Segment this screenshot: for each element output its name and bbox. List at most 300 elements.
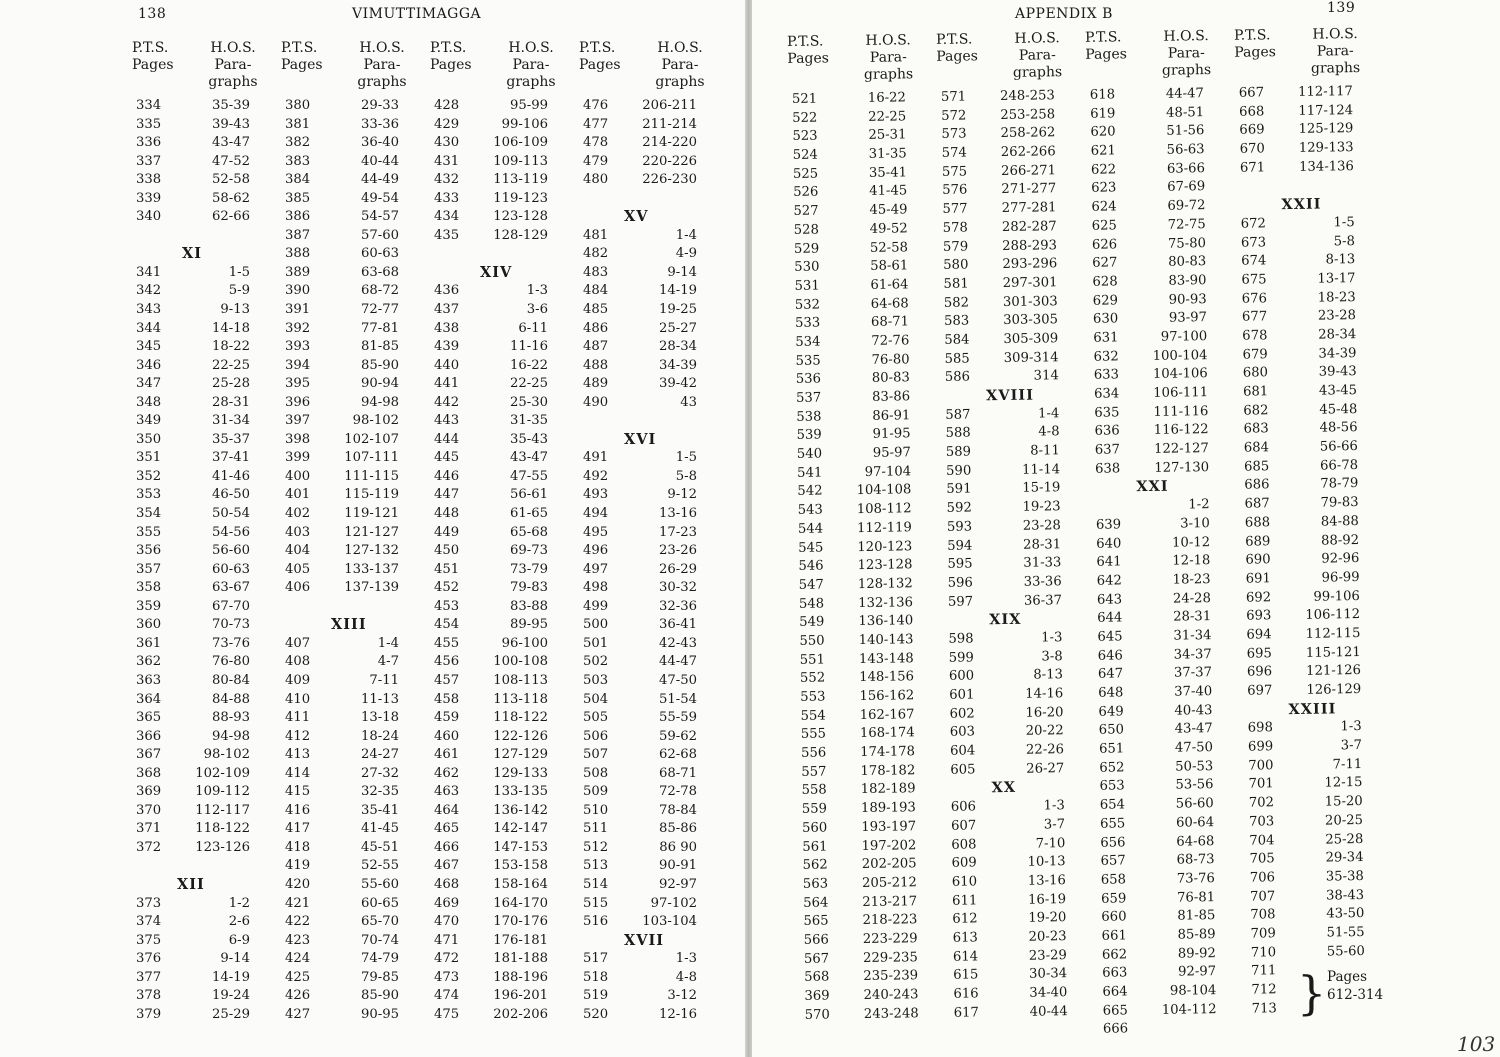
hos-paragraph-cell: 1-4 — [1037, 405, 1060, 422]
header-line: P.T.S. — [132, 40, 169, 56]
hos-paragraph-cell: 86-91 — [872, 408, 911, 424]
pts-page-cell: 504 — [583, 691, 609, 707]
hos-paragraph-cell: 56-66 — [1319, 439, 1358, 455]
hos-paragraph-cell: 24-27 — [360, 747, 399, 763]
pts-page-cell: 709 — [1250, 926, 1276, 942]
table-row — [947, 797, 1092, 818]
table-row — [1093, 571, 1238, 592]
table-column — [579, 40, 724, 1024]
table-row — [430, 116, 575, 135]
pts-page-cell: 661 — [1101, 928, 1127, 944]
header-line: graphs — [655, 74, 705, 90]
pts-page-cell: 368 — [136, 765, 162, 781]
pts-page-cell: 544 — [797, 521, 824, 537]
table-row — [795, 593, 940, 614]
table-row — [1242, 587, 1387, 608]
hos-paragraph-cell: 35-37 — [211, 431, 250, 447]
hos-paragraph-cell: 34-39 — [1318, 345, 1357, 362]
pts-page-cell: 458 — [434, 691, 460, 707]
pts-page-cell: 437 — [434, 302, 460, 318]
pts-page-cell: 614 — [952, 949, 979, 965]
pts-page-cell: 486 — [583, 320, 609, 336]
pts-page-cell: 599 — [948, 650, 975, 666]
table-row — [579, 116, 724, 135]
pts-page-cell: 630 — [1092, 311, 1119, 328]
pts-page-cell: 522 — [792, 110, 818, 126]
hos-paragraph-cell: 31-35 — [868, 146, 907, 162]
table-row — [1246, 886, 1391, 907]
header-line: graphs — [208, 74, 258, 90]
pts-page-cell: 402 — [285, 506, 311, 522]
hos-paragraph-cell: 123-126 — [195, 839, 250, 855]
pts-page-cell: 359 — [136, 598, 162, 614]
table-row — [430, 468, 575, 487]
pts-page-cell: 510 — [583, 802, 609, 818]
table-row — [1093, 608, 1238, 629]
table-row — [1245, 830, 1390, 851]
table-row — [132, 728, 277, 747]
hos-paragraph-cell: 58-62 — [211, 190, 250, 206]
pts-page-cell: 531 — [794, 278, 820, 294]
table-row — [796, 706, 941, 727]
pts-page-cell: 639 — [1095, 517, 1122, 533]
hos-paragraph-cell: 45-49 — [869, 202, 908, 218]
pts-page-cell: 649 — [1098, 704, 1124, 720]
hos-paragraph-cell: 26-29 — [658, 561, 697, 577]
pts-page-cell: 348 — [136, 394, 162, 410]
table-row — [132, 579, 277, 598]
table-row — [788, 126, 933, 147]
column-header — [1085, 28, 1231, 87]
hos-paragraph-cell: 170-176 — [493, 914, 548, 930]
pts-page-cell: 511 — [583, 821, 609, 837]
pts-page-cell: 707 — [1249, 888, 1276, 905]
table-row — [940, 348, 1085, 369]
hos-paragraph-cell: 123-128 — [493, 209, 548, 225]
hos-paragraph-cell: 11-14 — [1021, 461, 1061, 478]
table-row — [132, 134, 277, 153]
hos-paragraph-cell: 181-188 — [493, 951, 548, 967]
table-row — [792, 407, 937, 428]
hos-paragraph-cell: 35-43 — [509, 431, 548, 447]
pts-page-cell: 534 — [795, 334, 821, 350]
pts-page-cell: 356 — [136, 543, 162, 559]
table-row — [132, 431, 277, 450]
hos-paragraph-cell: 229-235 — [862, 949, 919, 966]
table-row — [1239, 419, 1384, 440]
table-row — [937, 124, 1082, 145]
table-row — [281, 653, 426, 672]
pts-pages-header — [1234, 27, 1295, 85]
header-line: graphs — [863, 66, 914, 83]
table-row — [579, 709, 724, 728]
chapter-numeral: XV — [624, 208, 649, 226]
chapter-heading — [1091, 477, 1236, 498]
hos-paragraph-cell: 52-58 — [211, 172, 250, 188]
table-row — [430, 950, 575, 969]
hos-paragraph-cell: 3-8 — [1041, 648, 1063, 665]
hos-paragraph-cell: 35-38 — [1325, 868, 1364, 885]
pts-page-cell: 463 — [434, 784, 460, 800]
pts-page-cell: 355 — [136, 524, 162, 540]
hos-paragraph-cell: 32-35 — [360, 784, 399, 800]
pts-page-cell: 535 — [795, 353, 821, 369]
pts-page-cell: 704 — [1249, 832, 1275, 849]
hos-paragraph-cell: 134-136 — [1298, 158, 1355, 175]
table-row — [132, 802, 277, 821]
header-line: P.T.S. — [1084, 29, 1122, 46]
hos-paragraph-cell: 9-14 — [220, 951, 250, 967]
table-row — [1240, 494, 1385, 515]
hos-paragraph-cell: 109-112 — [195, 784, 250, 800]
chapter-heading — [944, 610, 1089, 631]
pts-page-cell: 545 — [798, 540, 824, 556]
pts-page-cell: 351 — [136, 450, 162, 466]
hos-paragraph-cell: 40-43 — [1174, 702, 1213, 719]
hos-paragraphs-header — [192, 40, 274, 97]
table-row — [1245, 793, 1390, 814]
table-row — [430, 190, 575, 209]
pts-page-cell: 610 — [951, 874, 978, 890]
pts-page-cell: 595 — [947, 556, 973, 572]
table-row — [281, 1006, 426, 1025]
hos-paragraph-cell: 96-99 — [1321, 569, 1360, 586]
table-row — [1089, 309, 1234, 330]
table-row — [579, 264, 724, 283]
pts-page-cell: 382 — [285, 135, 311, 151]
table-row — [430, 208, 575, 227]
table-row — [1093, 589, 1238, 610]
hos-paragraph-cell: 108-112 — [856, 501, 912, 518]
hos-paragraph-cell: 39-42 — [658, 376, 697, 392]
pts-page-cell: 461 — [434, 747, 460, 763]
pts-page-cell: 496 — [583, 543, 609, 559]
header-line: Para- — [363, 57, 401, 73]
pts-page-cell: 557 — [801, 764, 827, 780]
hos-paragraph-cell: 46-50 — [211, 487, 250, 503]
hos-paragraph-cell: 15-20 — [1324, 794, 1363, 810]
pts-page-cell: 434 — [434, 209, 460, 225]
table-row — [281, 486, 426, 505]
pts-page-cell: 538 — [796, 409, 822, 425]
running-head: APPENDIX B — [1015, 6, 1113, 22]
hos-paragraph-cell: 1-3 — [675, 951, 697, 967]
header-line: graphs — [1310, 60, 1361, 77]
hos-paragraph-cell: 89-95 — [509, 617, 548, 633]
hos-paragraph-cell: 92-97 — [1178, 964, 1217, 980]
pts-page-cell: 471 — [434, 932, 460, 948]
table-row — [1246, 924, 1391, 945]
pts-page-cell: 571 — [940, 89, 967, 105]
table-row — [281, 561, 426, 580]
table-row — [1238, 344, 1383, 365]
column-header — [936, 30, 1082, 89]
pts-page-cell: 563 — [802, 876, 829, 892]
pts-page-cell: 644 — [1097, 610, 1123, 626]
hos-paragraphs-header — [490, 40, 572, 97]
pts-page-cell: 521 — [791, 91, 818, 107]
table-row — [1092, 496, 1237, 517]
pts-page-cell: 467 — [434, 858, 460, 874]
pts-page-cell: 666 — [1102, 1021, 1129, 1038]
hos-paragraph-cell: 127-132 — [344, 543, 399, 559]
pts-page-cell: 621 — [1090, 143, 1116, 159]
hos-paragraph-cell: 13-18 — [360, 710, 399, 726]
pts-page-cell: 347 — [136, 376, 162, 392]
table-row — [430, 1006, 575, 1025]
table-row — [938, 199, 1083, 220]
table-row — [792, 369, 937, 390]
pts-page-cell: 540 — [796, 446, 823, 462]
table-row — [430, 765, 575, 784]
pts-page-cell: 654 — [1099, 797, 1126, 813]
hos-paragraph-cell: 122-126 — [493, 728, 548, 744]
table-row — [950, 1002, 1095, 1023]
chapter-heading — [579, 431, 724, 450]
table-row — [944, 629, 1089, 650]
hos-paragraph-cell: 220-226 — [642, 153, 697, 169]
table-row — [430, 691, 575, 710]
pts-page-cell: 350 — [136, 431, 162, 447]
table-row — [132, 950, 277, 969]
hos-paragraph-cell: 271-277 — [1001, 181, 1057, 198]
pts-page-cell: 664 — [1102, 984, 1128, 1000]
table-row — [1098, 982, 1243, 1003]
hos-paragraph-cell: 128-132 — [857, 576, 913, 592]
hos-paragraph-cell: 117-124 — [1298, 102, 1354, 119]
table-row — [430, 616, 575, 635]
pts-page-cell: 513 — [583, 858, 609, 874]
pts-page-cell: 376 — [136, 951, 162, 967]
table-row — [1090, 365, 1235, 386]
right-page — [752, 0, 1500, 1057]
pts-page-cell: 526 — [793, 185, 819, 201]
header-line: graphs — [357, 74, 407, 90]
table-row — [281, 394, 426, 413]
pts-page-cell: 475 — [434, 1006, 460, 1022]
hos-paragraph-cell: 176-181 — [493, 932, 548, 948]
pts-page-cell: 452 — [434, 580, 460, 596]
table-row — [132, 913, 277, 932]
hos-paragraph-cell: 35-41 — [868, 165, 908, 181]
table-row — [1097, 888, 1242, 909]
pts-page-cell: 536 — [795, 371, 822, 388]
table-row — [1247, 942, 1392, 963]
table-row — [797, 780, 942, 801]
pts-page-cell: 464 — [434, 802, 460, 818]
hos-paragraph-cell: 143-148 — [858, 650, 914, 667]
pts-page-cell: 367 — [136, 747, 162, 763]
hos-paragraph-cell: 104-106 — [1152, 366, 1208, 383]
table-row — [937, 106, 1082, 127]
pts-page-cell: 553 — [800, 689, 826, 705]
hos-paragraph-cell: 75-80 — [1167, 235, 1207, 252]
table-row — [1086, 85, 1231, 106]
table-row — [1094, 645, 1239, 666]
hos-paragraph-cell: 50-53 — [1175, 758, 1214, 775]
pts-page-cell: 459 — [434, 710, 460, 726]
hos-paragraph-cell: 100-108 — [493, 654, 548, 670]
chapter-heading — [946, 778, 1091, 799]
table-row — [1244, 774, 1389, 795]
pts-page-cell: 341 — [136, 264, 162, 280]
pts-page-cell: 675 — [1241, 272, 1267, 288]
pts-page-cell: 386 — [285, 209, 311, 225]
hos-paragraphs-header — [1145, 28, 1228, 86]
pts-pages-header — [1085, 29, 1146, 87]
hos-paragraph-cell: 14-16 — [1025, 686, 1064, 702]
pts-page-cell: 657 — [1100, 853, 1126, 869]
pts-page-cell: 672 — [1240, 216, 1266, 232]
pts-page-cell: 679 — [1242, 346, 1268, 363]
table-row — [281, 839, 426, 858]
hos-paragraph-cell: 8-13 — [1325, 252, 1356, 268]
pts-page-cell: 537 — [795, 390, 822, 406]
pts-page-cell: 520 — [583, 1006, 609, 1022]
hos-paragraph-cell: 47-55 — [509, 468, 548, 484]
table-row — [797, 743, 942, 764]
hos-paragraph-cell: 58-61 — [870, 258, 909, 275]
table-row — [579, 635, 724, 654]
table-row — [942, 442, 1087, 463]
table-row — [579, 357, 724, 376]
pts-page-cell: 694 — [1246, 627, 1272, 643]
hos-paragraph-cell: 10-13 — [1027, 854, 1066, 870]
pts-page-cell: 703 — [1248, 814, 1275, 830]
hos-paragraph-cell: 188-196 — [493, 969, 548, 985]
table-row — [579, 338, 724, 357]
hos-paragraph-cell: 61-65 — [509, 506, 548, 522]
pts-page-cell: 411 — [285, 710, 311, 726]
pts-page-cell: 381 — [285, 116, 311, 132]
pts-page-cell: 352 — [136, 468, 162, 484]
pts-page-cell: 652 — [1099, 760, 1125, 776]
pts-page-cell: 683 — [1243, 421, 1269, 438]
hos-paragraph-cell: 30-34 — [1029, 966, 1068, 983]
hos-paragraph-cell: 106-111 — [1153, 385, 1209, 401]
blank-row — [579, 412, 724, 431]
pts-page-cell: 583 — [943, 313, 970, 330]
pts-page-cell: 468 — [434, 876, 460, 892]
pts-page-cell: 631 — [1093, 330, 1119, 346]
table-row — [1235, 101, 1380, 122]
pts-page-cell: 334 — [136, 98, 162, 113]
table-row — [793, 481, 938, 502]
pts-page-cell: 589 — [945, 444, 972, 460]
table-row — [798, 799, 943, 820]
table-row — [793, 463, 938, 484]
pts-page-cell: 457 — [434, 672, 460, 688]
hos-paragraph-cell: 189-193 — [860, 800, 916, 817]
hos-paragraph-cell: 120-123 — [857, 538, 913, 555]
pts-page-cell: 433 — [434, 190, 460, 206]
table-row — [937, 87, 1082, 108]
hos-paragraph-cell: 137-139 — [344, 580, 399, 596]
table-row — [132, 282, 277, 301]
pts-page-cell: 346 — [136, 357, 162, 373]
hos-paragraph-cell: 85-90 — [360, 357, 399, 373]
header-line: Para- — [869, 49, 907, 66]
hos-paragraph-cell: 125-129 — [1298, 121, 1354, 138]
bracket-note-line: 612-314 — [1327, 987, 1384, 1003]
hos-paragraph-cell: 5-8 — [675, 468, 697, 484]
pts-page-cell: 453 — [434, 598, 460, 614]
hos-paragraph-cell: 57-60 — [360, 227, 399, 243]
hos-paragraph-cell: 25-30 — [509, 394, 548, 410]
table-row — [430, 839, 575, 858]
pts-page-cell: 584 — [944, 332, 970, 348]
pts-page-cell: 369 — [804, 988, 830, 1004]
hos-paragraph-cell: 202-206 — [493, 1006, 548, 1022]
table-row — [794, 537, 939, 558]
table-row — [948, 890, 1093, 911]
hos-paragraph-cell: 253-258 — [1000, 106, 1056, 123]
hos-paragraph-cell: 5-9 — [228, 283, 250, 299]
hos-paragraph-cell: 47-50 — [1174, 740, 1214, 756]
table-row — [1243, 662, 1388, 683]
chapter-heading — [579, 932, 724, 951]
chapter-numeral: XVI — [624, 430, 657, 448]
pts-pages-header — [430, 40, 490, 97]
hos-paragraph-cell: 109-113 — [493, 153, 548, 169]
table-row — [281, 431, 426, 450]
pts-page-cell: 634 — [1093, 386, 1120, 402]
pts-page-cell: 340 — [136, 209, 162, 225]
chapter-numeral: XXIII — [1288, 700, 1337, 718]
pts-page-cell: 601 — [949, 687, 975, 703]
hos-paragraph-cell: 79-83 — [1320, 495, 1359, 511]
pts-page-cell: 533 — [794, 315, 821, 332]
table-row — [945, 666, 1090, 687]
pts-page-cell: 364 — [136, 691, 162, 707]
hos-paragraph-cell: 25-31 — [868, 127, 907, 144]
table-row — [796, 650, 941, 671]
column-header — [1234, 26, 1380, 85]
pts-page-cell: 497 — [583, 561, 609, 577]
table-row — [281, 282, 426, 301]
hos-paragraph-cell: 60-64 — [1175, 814, 1215, 831]
table-row — [579, 895, 724, 914]
table-row — [579, 950, 724, 969]
hos-paragraph-cell: 9-14 — [667, 264, 697, 280]
pts-page-cell: 448 — [434, 506, 460, 522]
hos-paragraph-cell: 22-25 — [509, 376, 548, 392]
table-row — [1087, 178, 1232, 199]
pts-page-cell: 405 — [285, 561, 311, 577]
header-line: H.O.S. — [210, 40, 256, 56]
hos-paragraph-cell: 68-71 — [870, 314, 910, 331]
pts-page-cell: 505 — [583, 710, 609, 726]
hos-paragraph-cell: 123-128 — [857, 557, 913, 574]
pts-page-cell: 393 — [285, 339, 311, 355]
hos-paragraph-cell: 213-217 — [862, 893, 918, 910]
hos-paragraph-cell: 67-70 — [211, 598, 250, 614]
hos-paragraph-cell: 288-293 — [1002, 237, 1058, 254]
table-row — [281, 449, 426, 468]
hos-paragraph-cell: 11-16 — [509, 339, 548, 355]
pts-page-cell: 342 — [136, 283, 162, 299]
hos-paragraph-cell: 4-8 — [675, 969, 697, 985]
chapter-numeral: XVII — [624, 931, 665, 949]
table-row — [939, 255, 1084, 276]
table-row — [579, 598, 724, 617]
hos-paragraph-cell: 86 90 — [659, 839, 697, 855]
hos-paragraph-cell: 22-25 — [868, 109, 907, 125]
table-row — [132, 672, 277, 691]
hos-paragraph-cell: 47-52 — [211, 153, 250, 169]
pts-page-cell: 410 — [285, 691, 311, 707]
pts-page-cell: 421 — [285, 895, 311, 911]
